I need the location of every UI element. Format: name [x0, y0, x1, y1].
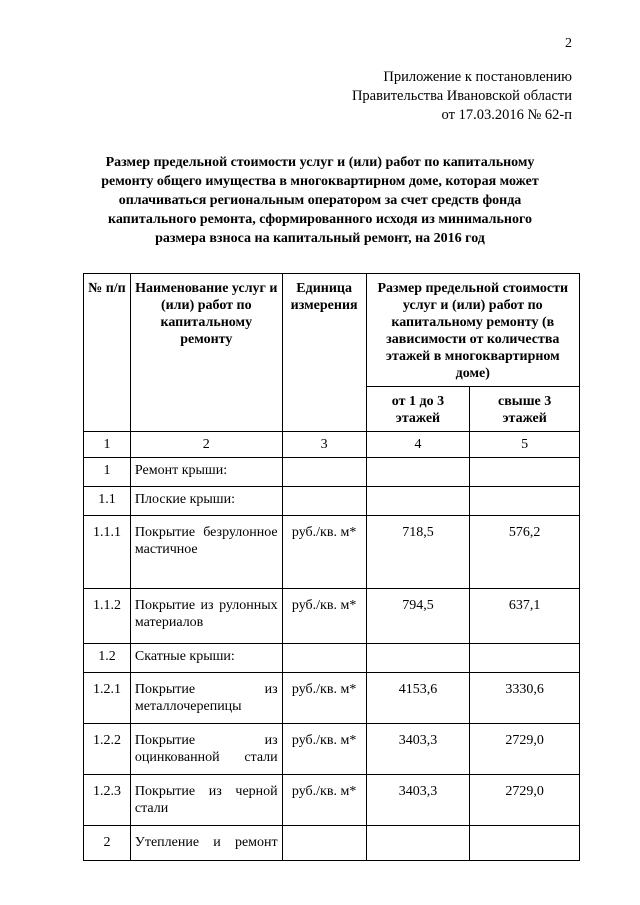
row-unit	[282, 826, 366, 861]
row-cost-low	[366, 644, 470, 673]
row-cost-low: 718,5	[366, 516, 470, 589]
appendix-line-2: Правительства Ивановской области	[351, 88, 572, 104]
row-name: Покрытие из черной стали	[130, 775, 282, 826]
table-row	[84, 589, 580, 644]
column-number-row	[84, 432, 580, 458]
row-num: 1.2	[84, 644, 131, 673]
table-row	[84, 487, 580, 516]
row-cost-low: 3403,3	[366, 775, 470, 826]
row-num: 1.2.3	[84, 775, 131, 826]
column-number: 3	[282, 432, 366, 458]
header-name: Наименование услуг и (или) работ по капитальному ремонту	[130, 274, 282, 432]
row-num: 1.1	[84, 487, 131, 516]
row-cost-high: 2729,0	[470, 775, 580, 826]
row-unit	[282, 487, 366, 516]
table-row	[84, 775, 580, 826]
row-cost-low	[366, 487, 470, 516]
header-unit: Единица измерения	[282, 274, 366, 432]
row-unit: руб./кв. м*	[282, 673, 366, 724]
row-unit: руб./кв. м*	[282, 775, 366, 826]
row-unit: руб./кв. м*	[282, 589, 366, 644]
row-name: Плоские крыши:	[130, 487, 282, 516]
row-name: Покрытие безрулонное мастичное	[130, 516, 282, 589]
title-line-3: оплачиваться региональным оператором за счет средств фонда	[118, 193, 522, 208]
appendix-line-3: от 17.03.2016 № 62-п	[441, 107, 572, 123]
row-name: Покрытие из оцинкованной стали	[130, 724, 282, 775]
cost-table	[83, 273, 580, 861]
row-num: 1	[84, 458, 131, 487]
title-line-4: капитального ремонта, сформированного исходя из минимального	[108, 212, 532, 227]
row-num: 1.1.1	[84, 516, 131, 589]
row-cost-high: 637,1	[470, 589, 580, 644]
row-cost-low: 4153,6	[366, 673, 470, 724]
row-name: Покрытие из металлочерепицы	[130, 673, 282, 724]
appendix-line-1: Приложение к постановлению	[383, 69, 572, 85]
title-line-5: размера взноса на капитальный ремонт, на 2016 год	[155, 231, 485, 246]
row-name: Ремонт крыши:	[130, 458, 282, 487]
row-name: Скатные крыши:	[130, 644, 282, 673]
page-number: 2	[565, 36, 572, 51]
table-row	[84, 673, 580, 724]
table-row	[84, 516, 580, 589]
row-num: 1.2.2	[84, 724, 131, 775]
row-cost-high: 3330,6	[470, 673, 580, 724]
header-floors-high: свыше 3 этажей	[470, 387, 580, 432]
row-cost-high: 576,2	[470, 516, 580, 589]
row-num: 1.2.1	[84, 673, 131, 724]
header-floors-low: от 1 до 3 этажей	[366, 387, 470, 432]
table-row	[84, 826, 580, 861]
row-name: Покрытие из рулонных материалов	[130, 589, 282, 644]
row-cost-high	[470, 487, 580, 516]
row-cost-high	[470, 458, 580, 487]
header-num: № п/п	[84, 274, 131, 432]
header-cost: Размер предельной стоимости услуг и (или) работ по капитальному ремонту (в зависимости от количества этажей в многоквартирном доме)	[366, 274, 579, 387]
row-name: Утепление и ремонт	[130, 826, 282, 861]
row-cost-low: 3403,3	[366, 724, 470, 775]
row-cost-high: 2729,0	[470, 724, 580, 775]
row-cost-low: 794,5	[366, 589, 470, 644]
row-unit	[282, 458, 366, 487]
column-number: 5	[470, 432, 580, 458]
row-cost-high	[470, 644, 580, 673]
column-number: 4	[366, 432, 470, 458]
table-header-row	[84, 274, 580, 387]
title-line-2: ремонту общего имущества в многоквартирном доме, которая может	[101, 174, 539, 189]
row-num: 2	[84, 826, 131, 861]
row-unit	[282, 644, 366, 673]
row-unit: руб./кв. м*	[282, 516, 366, 589]
row-cost-high	[470, 826, 580, 861]
row-unit: руб./кв. м*	[282, 724, 366, 775]
table-row	[84, 724, 580, 775]
row-cost-low	[366, 826, 470, 861]
title-line-1: Размер предельной стоимости услуг и (или) работ по капитальному	[105, 155, 535, 170]
column-number: 2	[130, 432, 282, 458]
row-num: 1.1.2	[84, 589, 131, 644]
table-row	[84, 458, 580, 487]
appendix-note	[352, 68, 572, 125]
table-row	[84, 644, 580, 673]
row-cost-low	[366, 458, 470, 487]
document-title	[60, 153, 580, 248]
column-number: 1	[84, 432, 131, 458]
